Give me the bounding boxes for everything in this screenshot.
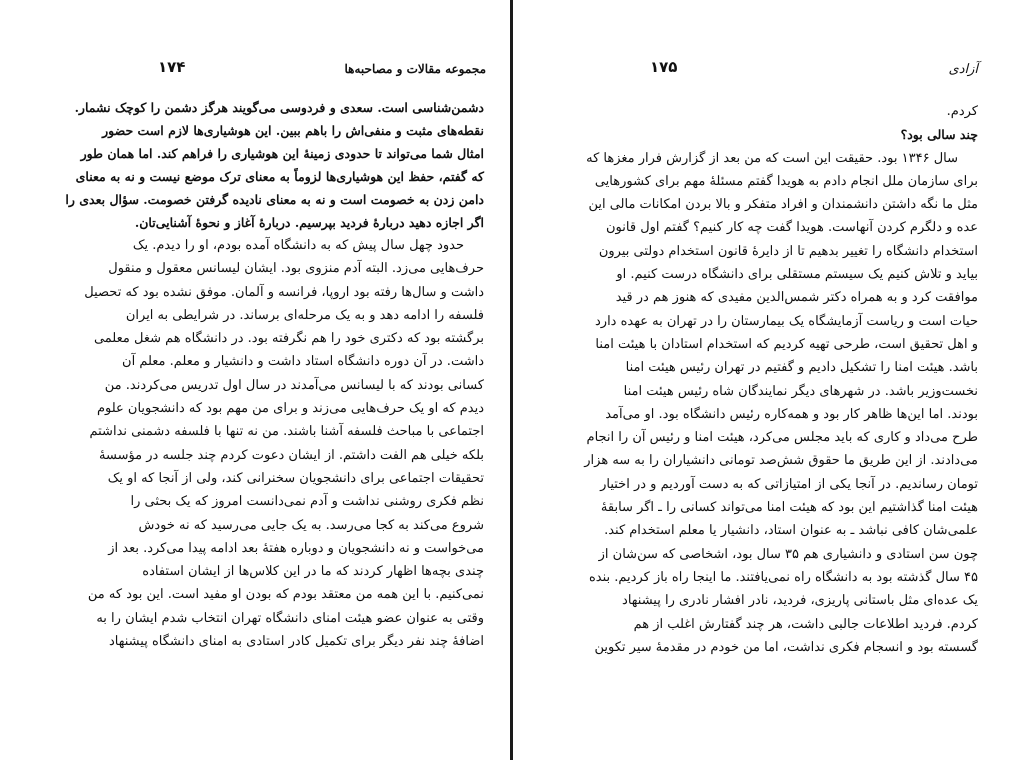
text-line: بلکه خیلی هم الفت داشتم. از ایشان دعوت کردم چند جلسه در مؤسسهٔ (99, 447, 484, 463)
left-page (0, 0, 508, 760)
text-line: حرف‌هایی می‌زد. البته آدم منزوی بود. ایشان لیسانس معقول و منقول (108, 261, 484, 277)
text-line: می‌خواست و نه دانشجویان و دوباره هفتهٔ بعد ادامه پیدا می‌کرد. بعد از (108, 540, 484, 556)
book-gutter (510, 0, 513, 760)
text-line: هیئت امنا گذاشتیم این بود که هیئت امنا می‌تواند کسانی را ـ اگر سابقهٔ (600, 500, 978, 516)
answer-paragraph (14, 234, 484, 653)
page-text (538, 100, 978, 659)
text-line: و اهل تحقیق است، طرحی تهیه کردیم که استخدام استادان با هیئت امنا (595, 336, 978, 352)
text-line: یک عده‌ای مثل باستانی پاریزی، فردید، نادر افشار نادری را پیشنهاد (622, 593, 978, 609)
text-line: کردم. (946, 104, 978, 119)
text-line: طرح می‌داد و کاری که باید مجلس می‌کرد، هیئت امنا و رئیس آن را انجام (586, 430, 978, 446)
text-line: نظم فکری روشنی نداشت و آدم نمی‌دانست امروز که یک بحثی را (130, 494, 484, 510)
text-line: موافقت کرد و به همراه دکتر شمس‌الدین مفیدی که هنوز هم در قید (615, 290, 978, 306)
text-line: دیدم که او یک حرف‌هایی می‌زند و برای من مهم بود که دانشجویان علوم (96, 401, 484, 417)
page-text (14, 96, 484, 653)
text-line: حدود چهل سال پیش که به دانشگاه آمده بودم، او را دیدم. یک (132, 238, 464, 253)
text-line: اجتماعی با مباحث فلسفه آشنا باشند. من نه تنها با فلسفه دشمنی نداشتم (89, 424, 484, 440)
right-page (514, 0, 1024, 760)
text-line: علمی‌شان کافی نباشد ـ به عنوان استاد، دانشیار یا معلم استخدام کند. (604, 523, 978, 539)
answer-paragraph (538, 100, 978, 659)
text-line: دشمن‌شناسی است. سعدی و فردوسی می‌گویند هرگز دشمن را کوچک نشمار. (74, 100, 484, 115)
text-line: مثل ما نگه داشتن دانشمندان و افراد متفکر و بالا بردن امکانات مالی این (588, 197, 978, 213)
text-line: فلسفه را ادامه دهد و به یک مرحله‌ای برساند. در شرایطی به ایران (125, 307, 484, 323)
text-line: می‌دادند. از این طریق ما حقوق شش‌صد تومانی دانشیاران را به سه هزار (584, 453, 978, 469)
text-line: تومان رساندیم. در آنجا یکی از امتیازاتی که به دست آوردیم و در اختیار (600, 476, 978, 492)
text-line: ۴۵ سال گذشته بود به دانشگاه راه نمی‌یافتند. ما اینجا راه باز کردیم. بنده (588, 569, 978, 585)
text-line: تحقیقات اجتماعی برای دانشجویان سخنرانی کند، ولی از آنجا که او یک (107, 470, 484, 486)
text-line: وقتی به عنوان عضو هیئت امنای دانشگاه تهران انتخاب شدم ایشان را به (96, 610, 484, 626)
text-line: شروع می‌کند به کجا می‌رسد. به یک جایی می‌رسید که نه خودش (138, 517, 484, 533)
interview-question: چند سالی بود؟ (900, 127, 978, 143)
text-line: امثال شما می‌تواند تا حدودی زمینهٔ این هوشیاری را فراهم کند. اما همان طور (80, 146, 484, 161)
interview-question (14, 96, 484, 234)
text-line: حیات است و ریاست آزمایشگاه یک بیمارستان را در تهران به عهده دارد (595, 313, 978, 329)
page-number: ۱۷۵ (650, 58, 678, 76)
running-title: آزادی (948, 62, 978, 77)
text-line: چون سن استادی و دانشیاری هم ۳۵ سال بود، اشخاصی که سن‌شان از (598, 546, 978, 562)
text-line: سال ۱۳۴۶ بود. حقیقت این است که من بعد از گزارش فرار مغزها که (586, 150, 958, 166)
text-line: که گفتم، حفظ این هوشیاری‌ها لزوماً به معنای ترک موضع نیست و نه به معنای (75, 169, 484, 184)
text-line: نخست‌وزیر باشد. در شهرهای دیگر نمایندگان شاه رئیس هیئت امنا (623, 383, 978, 399)
text-line: داشت و سال‌ها رفته بود اروپا، فرانسه و آلمان. موفق نشده بود که تحصیل (84, 284, 484, 300)
text-line: بودند. اما این‌ها ظاهر کار بود و همه‌کاره رئیس دانشگاه بود. او می‌آمد (605, 406, 978, 422)
text-line: برگشته بود که دکتری خود را هم نگرفته بود. در دانشگاه هم شغل معلمی (93, 331, 484, 347)
text-line: عده و دلگرم کردن آنهاست. هویدا گفت چه کار کنیم؟ گفتم اول قانون (606, 220, 978, 236)
text-line: داشت. در آن دوره دانشگاه استاد داشت و دانشیار و معلم. معلم آن (122, 354, 484, 370)
text-line: گسسته بود و انسجام فکری نداشت، اما من خودم در مقدمهٔ سیر تکوین (594, 639, 978, 655)
running-title: مجموعه مقالات و مصاحبه‌ها (344, 62, 486, 76)
text-line: نمی‌کنیم. با این همه من معتقد بودم که بودن او مفید است. این بود که من (87, 587, 484, 603)
text-line: استخدام دانشگاه را تغییر بدهیم تا از دایرهٔ قانون استخدام دولتی بیرون (598, 243, 978, 259)
page-number: ۱۷۴ (158, 58, 186, 76)
text-line: اگر اجازه دهید دربارهٔ فردید بپرسیم. دربارهٔ آغاز و نحوهٔ آشنایی‌تان. (134, 215, 484, 230)
text-line: اضافهٔ چند نفر دیگر برای تکمیل کادر استادی به امنای دانشگاه پیشنهاد (109, 634, 484, 650)
text-line: باشد. هیئت امنا را تشکیل دادیم و گفتیم در تهران رئیس هیئت امنا (625, 360, 978, 376)
text-line: بیاید و تلاش کنیم یک سیستم مستقلی برای دانشگاه درست کنیم. او (616, 267, 978, 283)
text-line: نقطه‌های مثبت و منفی‌اش را باهم ببین. این هوشیاری‌ها لازم است حضور (102, 123, 484, 138)
text-line: چندی بچه‌ها اظهار کردند که ما در این کلاس‌ها از ایشان استفاده (142, 564, 484, 580)
text-line: کردم. فردید اطلاعات جالبی داشت، هر چند گفتارش اغلب از هم (633, 616, 978, 632)
text-line: دامن زدن به خصومت است و نه به معنای نادیده گرفتن خصومت. سؤال بعدی را (65, 192, 484, 207)
text-line: برای سازمان ملل انجام دادم به هویدا گفتم مسئلهٔ مهم برای کشورهایی (594, 173, 978, 189)
text-line: کسانی بودند که با لیسانس می‌آمدند در سال اول تدریس می‌کردند. من (104, 377, 484, 393)
